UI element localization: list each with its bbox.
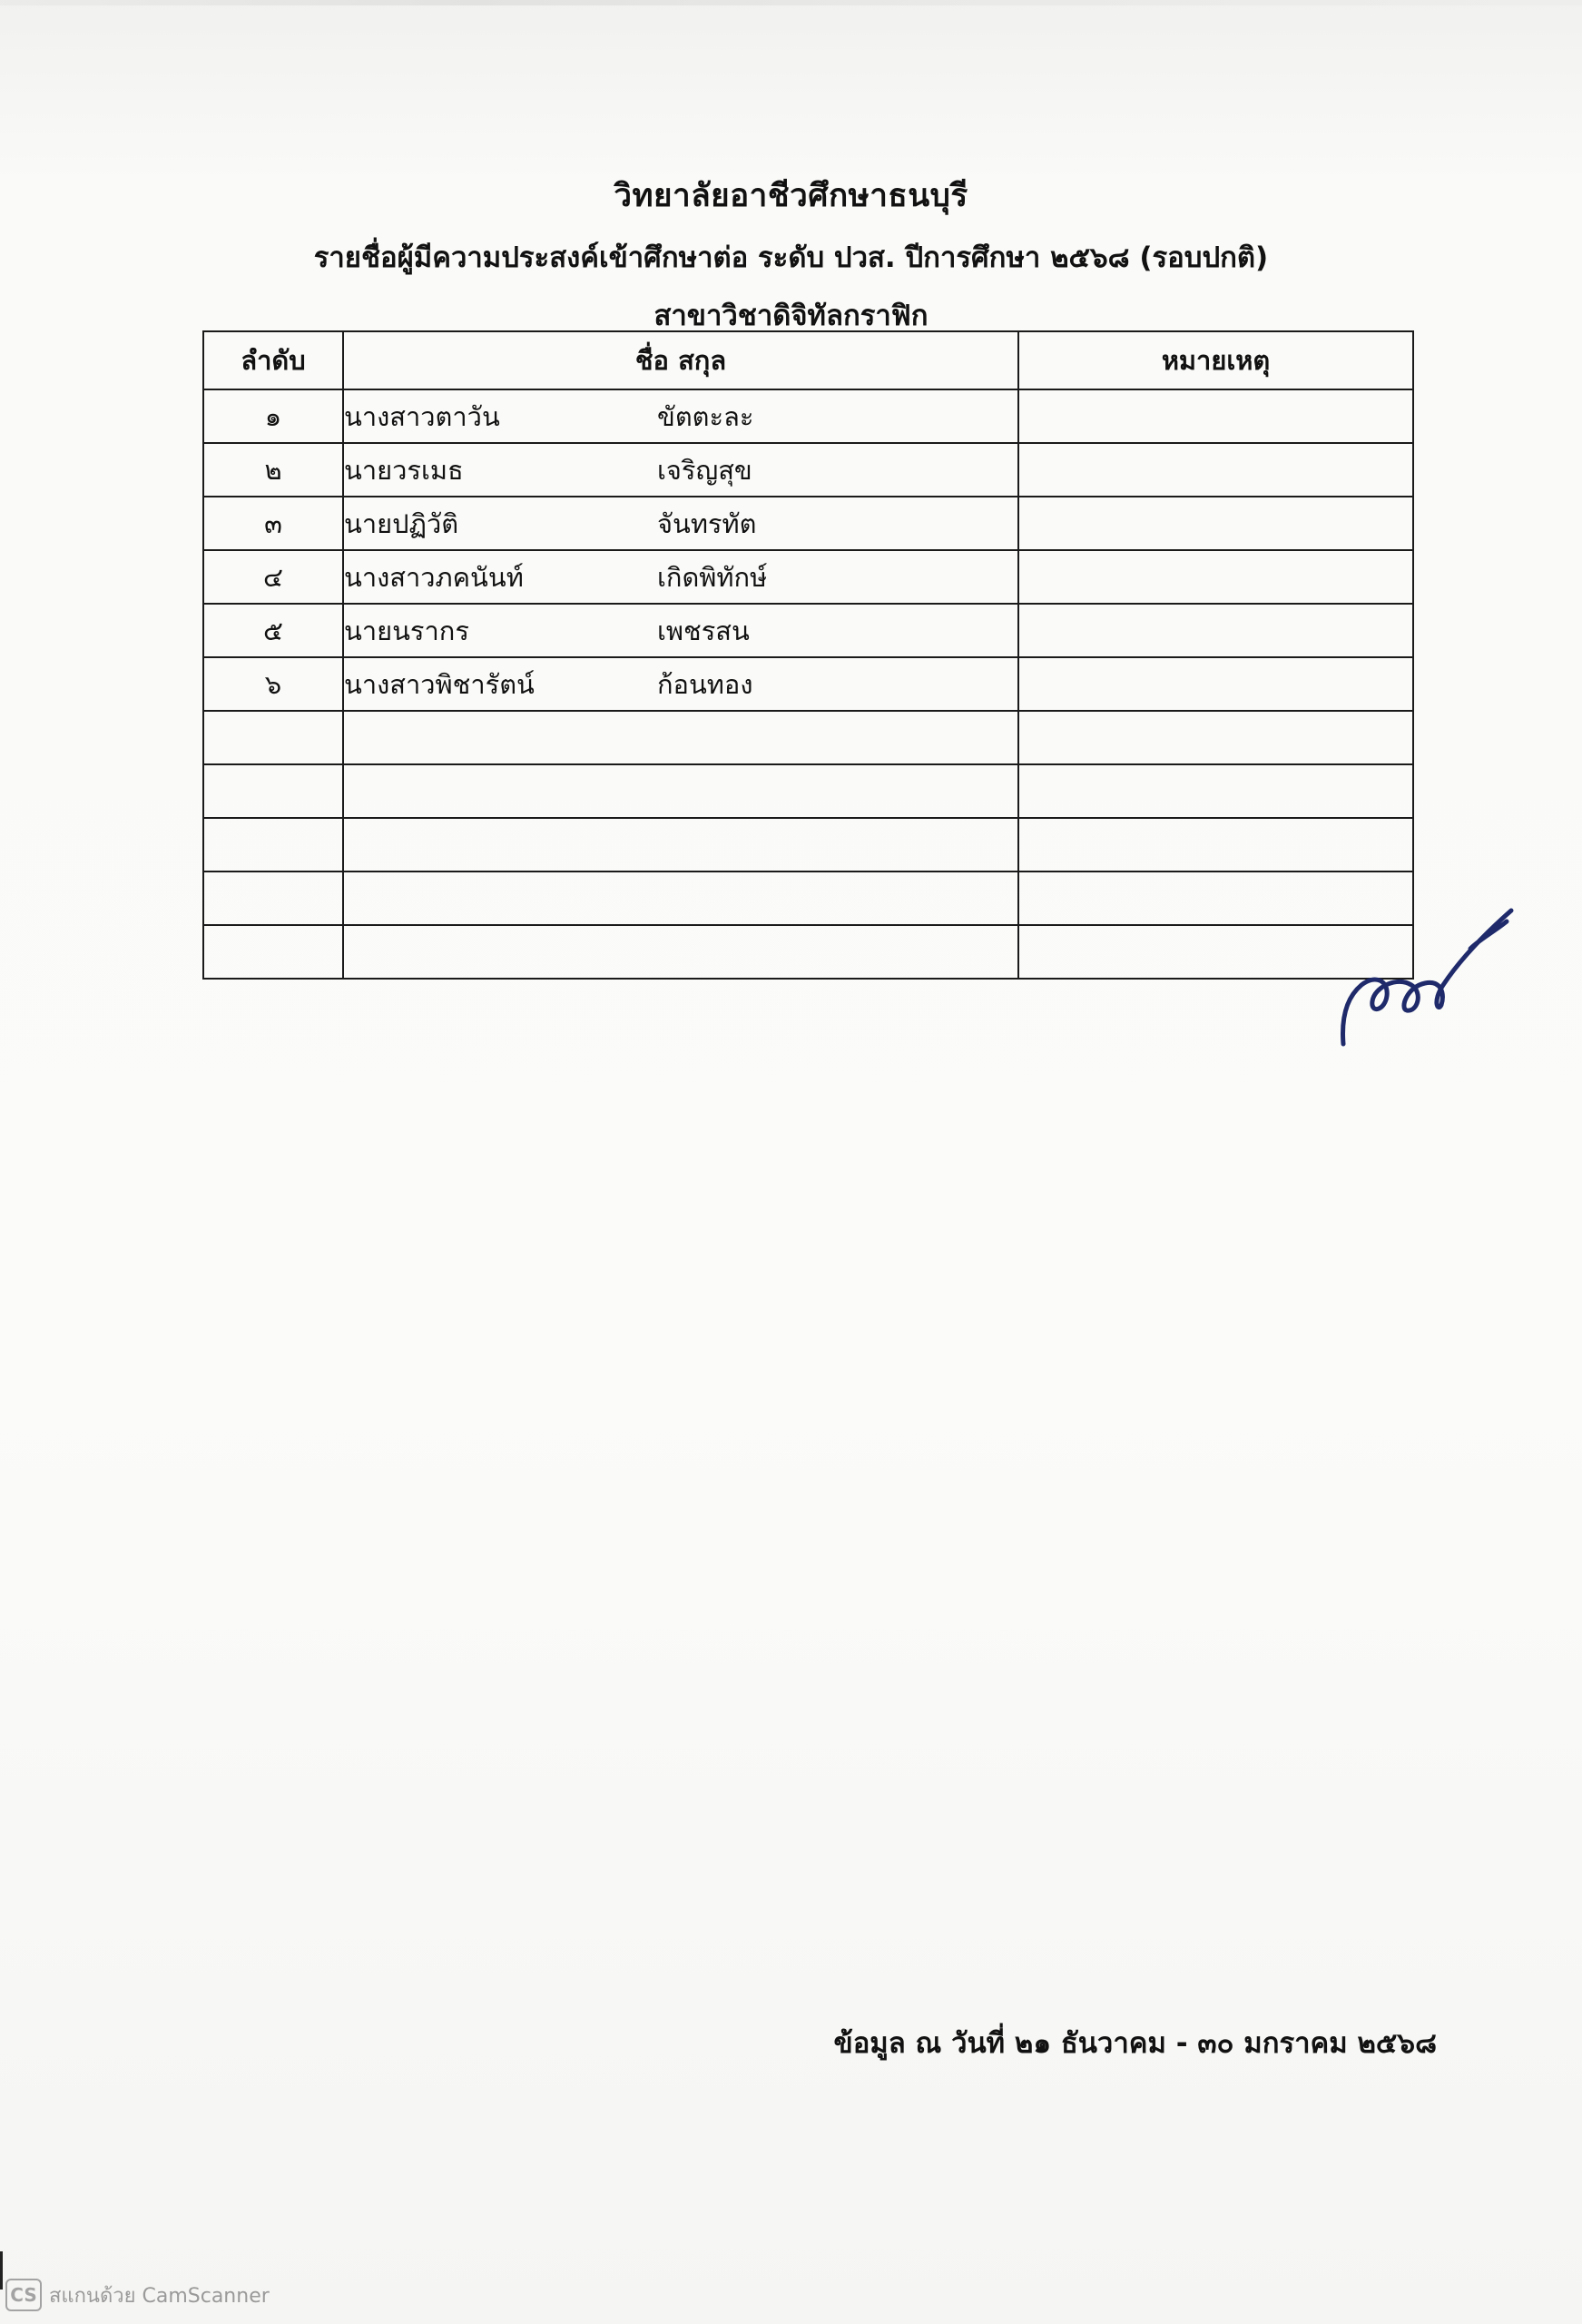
row-order-number: ๔ (203, 550, 343, 604)
table-row (203, 389, 1413, 443)
row-remark (1018, 818, 1413, 872)
row-remark (1018, 443, 1413, 497)
table-row (203, 443, 1413, 497)
row-full-name (343, 711, 1018, 764)
row-order-number: ๓ (203, 497, 343, 550)
table-body (203, 389, 1413, 979)
last-name: เกิดพิทักษ์ (657, 561, 768, 593)
header-remark: หมายเหตุ (1018, 331, 1413, 389)
header-order: ลำดับ (203, 331, 343, 389)
row-full-name (343, 443, 1018, 497)
row-full-name (343, 550, 1018, 604)
row-remark (1018, 497, 1413, 550)
last-name: เจริญสุข (657, 454, 752, 486)
row-full-name (343, 604, 1018, 657)
row-full-name (343, 497, 1018, 550)
first-name: นางสาวตาวัน (344, 400, 500, 432)
row-order-number (203, 818, 343, 872)
first-name: นายปฏิวัติ (344, 507, 459, 539)
table-header-row (203, 331, 1413, 389)
last-name: เพชรสน (657, 615, 750, 646)
row-remark (1018, 604, 1413, 657)
row-remark (1018, 711, 1413, 764)
camscanner-logo-icon: CS (5, 2279, 42, 2311)
row-full-name (343, 818, 1018, 872)
row-order-number (203, 925, 343, 979)
first-name: นายนรากร (344, 615, 469, 646)
document-subtitle: รายชื่อผู้มีความประสงค์เข้าศึกษาต่อ ระดับ ปวส. ปีการศึกษา ๒๕๖๘ (รอบปกติ) (313, 241, 1269, 274)
header-name: ชื่อ สกุล (343, 331, 1018, 389)
row-full-name (343, 657, 1018, 711)
scan-edge (0, 0, 1582, 5)
row-order-number (203, 711, 343, 764)
table-row (203, 764, 1413, 818)
row-full-name (343, 764, 1018, 818)
table-row (203, 604, 1413, 657)
row-full-name (343, 389, 1018, 443)
table-row (203, 872, 1413, 925)
row-order-number: ๕ (203, 604, 343, 657)
first-name: นางสาวภคนันท์ (344, 561, 524, 593)
scanner-watermark (5, 2279, 270, 2311)
table-row (203, 925, 1413, 979)
table-row (203, 657, 1413, 711)
program-name: สาขาวิชาดิจิทัลกราฟิก (653, 300, 929, 332)
signature (1334, 885, 1525, 1067)
row-full-name (343, 925, 1018, 979)
row-remark (1018, 657, 1413, 711)
row-remark (1018, 764, 1413, 818)
row-order-number (203, 764, 343, 818)
row-order-number: ๖ (203, 657, 343, 711)
last-name: จันทรทัต (657, 507, 757, 539)
first-name: นางสาวพิชารัตน์ (344, 668, 535, 700)
applicant-table (202, 330, 1414, 980)
scan-edge-mark (0, 2251, 3, 2290)
last-name: ก้อนทอง (657, 668, 753, 700)
watermark-text: สแกนด้วย CamScanner (49, 2284, 270, 2308)
row-remark (1018, 389, 1413, 443)
document-title: วิทยาลัยอาชีวศึกษาธนบุรี (614, 178, 968, 214)
first-name: นายวรเมธ (344, 454, 464, 486)
row-full-name (343, 872, 1018, 925)
table-row (203, 497, 1413, 550)
row-order-number: ๒ (203, 443, 343, 497)
table-row (203, 711, 1413, 764)
row-remark (1018, 550, 1413, 604)
table-row (203, 550, 1413, 604)
row-order-number: ๑ (203, 389, 343, 443)
data-as-of-date: ข้อมูล ณ วันที่ ๒๑ ธันวาคม - ๓๐ มกราคม ๒๕๖๘ (833, 2027, 1437, 2060)
table-row (203, 818, 1413, 872)
last-name: ขัตตะละ (657, 400, 754, 432)
row-order-number (203, 872, 343, 925)
